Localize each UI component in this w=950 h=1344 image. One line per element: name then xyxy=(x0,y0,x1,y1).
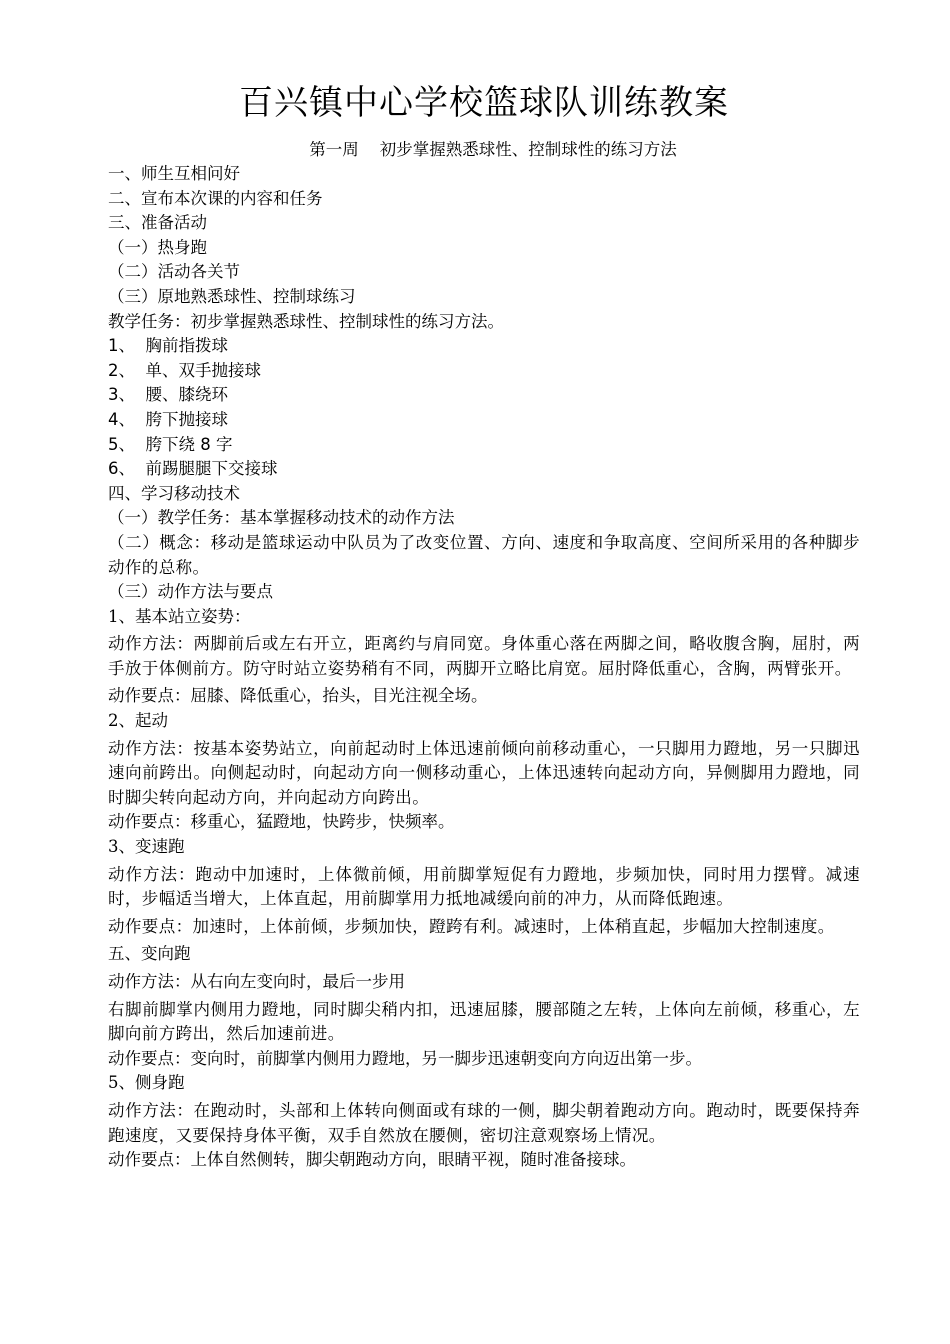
stance-heading: 1、基本站立姿势： xyxy=(108,606,251,626)
section-movement: 四、学习移动技术 xyxy=(108,483,240,503)
drill-item-1: 1、 胸前指拨球 xyxy=(108,336,228,356)
section-warmup: 三、准备活动 xyxy=(108,213,207,233)
movement-concept: （二）概念：移动是篮球运动中队员为了改变位置、方向、速度和争取高度、空间所采用的各种脚步动作的总称。 xyxy=(108,532,860,577)
warmup-item-3: （三）原地熟悉球性、控制球练习 xyxy=(108,286,356,306)
direction-change-heading: 五、变向跑 xyxy=(108,944,191,964)
warmup-item-1: （一）热身跑 xyxy=(108,237,207,257)
movement-methods-heading: （三）动作方法与要点 xyxy=(108,582,273,602)
drill-item-6: 6、 前踢腿腿下交接球 xyxy=(108,459,278,479)
warmup-item-2: （二）活动各关节 xyxy=(108,262,240,282)
stance-keypoints: 动作要点：屈膝、降低重心，抬头，目光注视全场。 xyxy=(108,686,488,706)
direction-change-method: 右脚前脚掌内侧用力蹬地，同时脚尖稍内扣，迅速屈膝，腰部随之左转，上体向左前倾，移重心，左脚向前方跨出，然后加速前进。 xyxy=(108,999,860,1044)
section-greeting: 一、师生互相问好 xyxy=(108,164,240,183)
document-page xyxy=(108,80,860,1173)
speed-change-method: 动作方法：跑动中加速时，上体微前倾，用前脚掌短促有力蹬地，步频加快，同时用力摆臂。减速时，步幅适当增大，上体直起，用前脚掌用力抵地减缓向前的冲力，从而降低跑速。 xyxy=(108,864,860,909)
start-method: 动作方法：按基本姿势站立，向前起动时上体迅速前倾向前移动重心，一只脚用力蹬地，另一只脚迅速向前跨出。向侧起动时，向起动方向一侧移动重心，上体迅速转向起动方向，异侧脚用力蹬地，同时脚尖转向起动方向，并向起动方向跨出。 xyxy=(108,738,860,807)
drill-item-2: 2、 单、双手抛接球 xyxy=(108,360,261,380)
section-announce: 二、宣布本次课的内容和任务 xyxy=(108,188,323,208)
speed-change-keypoints: 动作要点：加速时，上体前倾，步频加快，蹬跨有利。减速时，上体稍直起，步幅加大控制速度。 xyxy=(108,916,835,936)
start-heading: 2、起动 xyxy=(108,711,168,731)
drill-item-4: 4、 胯下抛接球 xyxy=(108,409,228,429)
movement-task: （一）教学任务：基本掌握移动技术的动作方法 xyxy=(108,508,455,528)
side-run-heading: 5、侧身跑 xyxy=(108,1073,185,1093)
drill-item-5: 5、 胯下绕 8 字 xyxy=(108,434,233,454)
drill-item-3: 3、 腰、膝绕环 xyxy=(108,385,228,405)
teaching-task: 教学任务：初步掌握熟悉球性、控制球性的练习方法。 xyxy=(108,311,504,331)
document-subtitle: 第一周 初步掌握熟悉球性、控制球性的练习方法 xyxy=(309,140,677,159)
side-run-keypoints: 动作要点：上体自然侧转，脚尖朝跑动方向，眼睛平视，随时准备接球。 xyxy=(108,1150,636,1170)
start-keypoints: 动作要点：移重心，猛蹬地，快跨步，快频率。 xyxy=(108,812,455,832)
side-run-method: 动作方法：在跑动时，头部和上体转向侧面或有球的一侧，脚尖朝着跑动方向。跑动时，既要保持奔跑速度，又要保持身体平衡，双手自然放在腰侧，密切注意观察场上情况。 xyxy=(108,1100,860,1145)
speed-change-heading: 3、变速跑 xyxy=(108,837,185,857)
direction-change-method-intro: 动作方法：从右向左变向时，最后一步用 xyxy=(108,972,405,991)
direction-change-keypoints: 动作要点：变向时，前脚掌内侧用力蹬地，另一脚步迅速朝变向方向迈出第一步。 xyxy=(108,1048,702,1068)
document-title: 百兴镇中心学校篮球队训练教案 xyxy=(239,83,729,123)
stance-method: 动作方法：两脚前后或左右开立，距离约与肩同宽。身体重心落在两脚之间，略收腹含胸，屈肘，两手放于体侧前方。防守时站立姿势稍有不同，两脚开立略比肩宽。屈肘降低重心，含胸，两臂张开。 xyxy=(108,634,860,678)
